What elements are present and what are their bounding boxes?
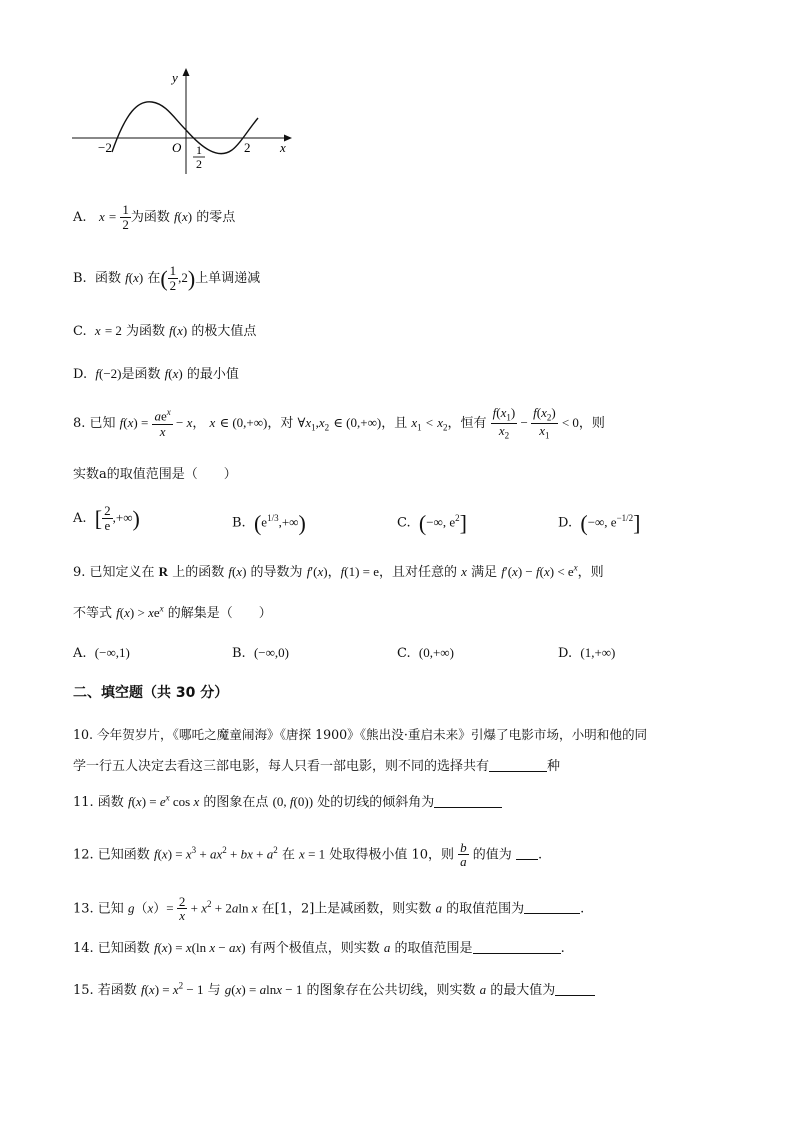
origin-label: O <box>172 140 182 155</box>
q11-text-b: 的图象在点 <box>203 795 269 810</box>
q15-answer-blank[interactable] <box>555 983 595 996</box>
q10-answer-blank[interactable] <box>489 759 547 772</box>
q9-number: 9. <box>73 565 86 580</box>
q11-text-a: 11. 函数 <box>73 795 124 810</box>
tick-2-label: 2 <box>244 140 251 155</box>
q8-option-c[interactable]: C. (−∞, $e^2$] <box>397 510 467 536</box>
q9-option-d-value: (1,+∞) <box>580 645 616 660</box>
q15-text-b: 与 <box>207 983 221 998</box>
q9-option-a-value: (−∞,1) <box>94 645 130 660</box>
q8-option-b-label: B. <box>232 515 246 531</box>
q13-text-c: 的取值范围为 <box>446 901 525 917</box>
q8-number: 8. <box>73 416 86 431</box>
q8-line2: 实数a的取值范围是（ ） <box>73 467 237 482</box>
q9-stem: 9. 已知定义在 R 上的函数 f(x) 的导数为 f′(x)，f(1) = e，且对任意的 x 满足 $f'(x) - f(x) < e^x$，则 <box>73 562 604 580</box>
q13-answer-blank[interactable] <box>524 901 580 914</box>
q13-text-b: 在[1，2]上是减函数，则实数 <box>261 901 432 917</box>
q9-option-b[interactable] <box>232 645 289 661</box>
q12-text-c: 处取得极小值 10，则 <box>329 847 454 863</box>
q7-option-a[interactable]: A. x = $\frac{1}{2}$ 为函数 f(x) 的零点 <box>73 202 236 232</box>
q9-option-c[interactable] <box>397 645 454 661</box>
q7-option-a-label: A. <box>73 210 87 225</box>
q8-option-a[interactable]: A. [ $\frac{2}{e}$ ,+∞) <box>73 503 140 533</box>
q11-answer-blank[interactable] <box>434 795 502 808</box>
function-graph <box>60 62 310 182</box>
q8-option-a-label: A. <box>73 511 87 526</box>
q12-answer-blank[interactable] <box>516 847 538 860</box>
q9-option-b-value: (−∞,0) <box>253 645 289 660</box>
x-axis-label: x <box>280 140 286 155</box>
q7-option-b[interactable]: B. 函数 f(x) 在( $\frac{1}{2}$ ,2)上单调递减 <box>73 263 261 293</box>
q15-text-a: 15. 若函数 <box>73 983 137 998</box>
q9-line2: 不等式 $f(x) > xe^x$ 的解集是（ ） <box>73 603 272 621</box>
q14: 14. 已知函数 f(x) = x(ln x − ax) 有两个极值点，则实数 a 的取值范围是 . <box>73 940 565 956</box>
q13-text-a: 13. 已知 <box>73 901 124 917</box>
q10-line2 <box>73 755 560 774</box>
q11-text-c: 处的切线的倾斜角为 <box>317 795 435 810</box>
q15: 15. 若函数 $f(x) = x^2 - 1$ 与 g(x) = alnx − 1 的图象存在公共切线，则实数 a 的最大值为 <box>73 979 595 998</box>
q8-option-d[interactable]: D. (−∞, $e^{-1/2}$] <box>558 510 641 536</box>
q14-text-b: 有两个极值点，则实数 <box>249 941 380 956</box>
tick-half-num: 1 <box>196 143 202 157</box>
q14-text-a: 14. 已知函数 <box>73 941 150 956</box>
q9-option-b-label: B. <box>232 646 246 661</box>
q7-option-c[interactable]: C. x = 2 为函数 f(x) 的极大值点 <box>73 323 257 339</box>
q12-text-d: 的值为 <box>472 847 512 863</box>
y-axis-label: y <box>172 70 178 85</box>
q12-text-a: 12. 已知函数 <box>73 847 150 863</box>
function-curve <box>112 102 258 154</box>
q9-option-d[interactable] <box>558 645 615 661</box>
q7-option-d-label: D. <box>73 367 88 382</box>
q10-line1: 10. 今年贺岁片，《哪吒之魔童闹海》《唐探 1900》《熊出没·重启未来》引爆了电影市场，小明和他的同 <box>73 727 648 742</box>
q9-option-d-label: D. <box>558 646 573 661</box>
q8-option-d-label: D. <box>558 515 573 531</box>
q9-option-a[interactable] <box>73 645 130 661</box>
q7-option-c-label: C. <box>73 324 87 339</box>
q10-line2-suffix: 种 <box>547 759 561 774</box>
q7-option-d[interactable]: D. f(−2)是函数 f(x) 的最小值 <box>73 366 239 382</box>
q10-line2-text: 学一行五人决定去看这三部电影，每人只看一部电影，则不同的选择共有 <box>73 759 490 774</box>
q8-option-c-label: C. <box>397 515 411 531</box>
tick-neg2-label: −2 <box>98 140 112 155</box>
q9-option-c-label: C. <box>397 646 411 661</box>
q9-option-a-label: A. <box>73 646 87 661</box>
tick-half-den: 2 <box>196 157 202 171</box>
q15-text-d: 的最大值为 <box>490 983 556 998</box>
q8-option-b[interactable]: B. $(e^{1/3},+\infty)$ <box>232 510 306 536</box>
section-2-title: 二、填空题（共 30 分） <box>73 685 229 701</box>
q9-option-c-value: (0,+∞) <box>418 645 454 660</box>
q8-stem: 8. 已知 f(x) = $\frac{ae^x}{x}$ − x， x ∈ (0,+∞)，对 $\forall x_1,x_2$ ∈ (0,+∞)，且 $x_1 < x_2$，恒有 $\frac{f(x_1)}{x_2}$ − $\frac{f(x_2)}{x_1}$ < 0，则 <box>73 404 605 441</box>
q14-answer-blank[interactable] <box>473 941 561 954</box>
q15-text-c: 的图象存在公共切线，则实数 <box>306 983 476 998</box>
q11: 11. 函数 $f(x) = e^x$ cos x 的图象在点 (0, f(0)) 处的切线的倾斜角为 <box>73 791 502 810</box>
q14-text-c: 的取值范围是 <box>394 941 473 956</box>
q13: 13. 已知 g（x）= $\frac{2}{x}$ + $x^2 + 2aln$ x 在[1，2]上是减函数，则实数 a 的取值范围为 . <box>73 893 585 924</box>
q12: 12. 已知函数 $f(x) = x^3 + ax^2$ + bx + $a^2$ 在 x = 1 处取得极小值 10，则 $\frac{b}{a}$ 的值为 . <box>73 839 543 870</box>
q7-option-b-label: B. <box>73 271 87 286</box>
q12-text-b: 在 <box>281 847 295 863</box>
y-axis-arrow <box>183 68 190 76</box>
